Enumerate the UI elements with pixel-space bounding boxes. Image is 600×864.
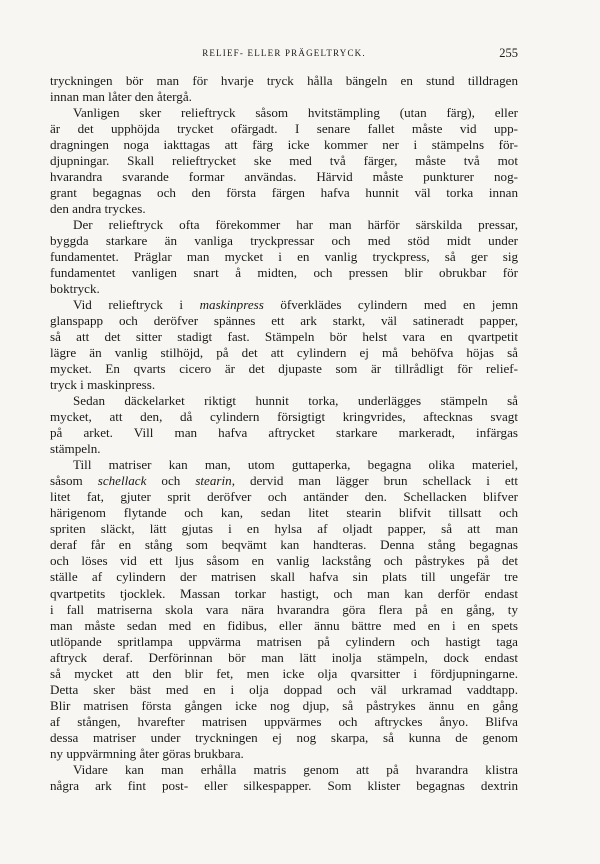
text-line bbox=[50, 297, 518, 313]
text-line: dragningen noga iakttagas att färg icke kommer ner i stämpelns för- bbox=[50, 137, 518, 153]
text-line: Blir matrisen första gången icke nog djup, så påstrykes ännu en gång bbox=[50, 697, 518, 713]
text-line: djupningar. Skall relieftrycket ske med två färger, måste två mot bbox=[50, 153, 518, 169]
text-line: Vidare kan man erhålla matris genom att på hvarandra klistra bbox=[73, 761, 518, 777]
text-line: utlöpande spritlampa uppvärma matrisen på cylindern och hastigt taga bbox=[50, 633, 518, 649]
text-line: lägre än vanlig stilhöjd, på det att cylindern ej må behöfva höjas så bbox=[50, 345, 518, 361]
text-line: grant begagnas och den första färgen hafva hunnit väl torka innan bbox=[50, 185, 518, 201]
text-line: är det upphöjda trycket ofärgadt. I senare fallet måste vid upp- bbox=[50, 121, 518, 137]
text-line: mycket. En qvarts cicero är det djupaste som är tillrådligt för relief- bbox=[50, 361, 518, 377]
text-line: Detta sker bäst med en i olja doppad och väl urkramad vaddtapp. bbox=[50, 681, 518, 697]
text-segment: , dervid man lägger brun schellack i ett bbox=[231, 473, 518, 489]
page-number: 255 bbox=[499, 46, 518, 60]
text-line: så att det sitter stadigt fast. Stämpeln bör helst vara en qvartpetit bbox=[50, 329, 518, 345]
text-line: innan man låter den återgå. bbox=[50, 89, 192, 105]
text-line: man måste sedan med en fidibus, eller ännu bättre med en i en spets bbox=[50, 617, 518, 633]
text-line: och löses vid ett ljus såsom en vanlig lackstång och påstrykes på det bbox=[50, 553, 518, 569]
text-line: så mycket att den blir fet, men icke olja qvarsitter i fördjupningarne. bbox=[50, 665, 518, 681]
text-line: i fall matriserna skola vara nära hvarandra göra flera på en gång, ty bbox=[50, 601, 518, 617]
text-line: glanspapp och deröfver spännes ett ark starkt, väl satineradt papper, bbox=[50, 313, 518, 329]
italic-term: stearin bbox=[195, 473, 232, 489]
text-segment: såsom bbox=[50, 473, 98, 489]
text-line: fundamentet. Präglar man mycket i en vanlig tryckpress, så ger sig bbox=[50, 249, 518, 265]
text-line: på arket. Vill man hafva aftrycket starkare markeradt, infärgas bbox=[50, 425, 518, 441]
text-line: dessa matriser under tryckningen ej nog skarpa, så kunna de genom bbox=[50, 729, 518, 745]
text-line: ställe af cylindern der matrisen skall hafva sin plats till ungefär tre bbox=[50, 569, 518, 585]
italic-term: maskinpress bbox=[199, 297, 264, 313]
text-line: byggda starkare än vanliga tryckpressar och med stöd midt under bbox=[50, 233, 518, 249]
body-text bbox=[50, 73, 518, 794]
text-line: spriten släckt, lätt gjutas i en hylsa af oljadt papper, så att man bbox=[50, 521, 518, 537]
text-line: deraf får en stång som beqvämt kan handteras. Denna stång begagnas bbox=[50, 537, 518, 553]
text-segment: Vid relieftryck i bbox=[73, 297, 200, 313]
text-line: tryckningen bör man för hvarje tryck hålla bängeln en stund tilldragen bbox=[50, 73, 518, 88]
text-line: tryck i maskinpress. bbox=[50, 377, 156, 393]
text-line: Till matriser kan man, utom guttaperka, begagna olika materiel, bbox=[73, 457, 518, 473]
text-segment: och bbox=[146, 473, 196, 489]
text-line: qvartpetits tjocklek. Massan torkar hastigt, och man kan derför endast bbox=[50, 585, 518, 601]
text-line: Sedan däckelarket riktigt hunnit torka, underlägges stämpeln så bbox=[73, 393, 518, 409]
text-line: hvarandra svarande formar användas. Härvid måste punkturer nog- bbox=[50, 169, 518, 185]
text-line: boktryck. bbox=[50, 281, 100, 297]
italic-term: schellack bbox=[97, 473, 147, 489]
text-line: Vanligen sker relieftryck såsom hvitstämpling (utan färg), eller bbox=[73, 105, 518, 121]
text-line: Der relieftryck ofta förekommer har man härför särskilda pressar, bbox=[73, 217, 518, 233]
text-line: aftryck deraf. Derförinnan bör man lätt inolja stämpeln, dock endast bbox=[50, 649, 518, 665]
text-line bbox=[50, 473, 518, 489]
text-line: den andra tryckes. bbox=[50, 201, 146, 217]
running-head: RELIEF- ELLER PRÄGELTRYCK. bbox=[202, 48, 366, 58]
text-line: några ark fint post- eller silkespapper. Som klister begagnas dextrin bbox=[50, 777, 518, 793]
text-line: härigenom flytande och kan, sedan litet stearin blifvit tillsatt och bbox=[50, 505, 518, 521]
text-line: litet fat, gjuter sprit deröfver och antänder den. Schellacken blifver bbox=[50, 489, 518, 505]
page-header bbox=[50, 46, 518, 62]
text-segment: öfverklädes cylindern med en jemn bbox=[263, 297, 518, 313]
text-line: fundamentet vanligen snart å midten, och pressen blir obrukbar för bbox=[50, 265, 518, 281]
text-line: mycket, att den, då cylindern försigtigt kringvrides, aftecknas svagt bbox=[50, 409, 518, 425]
text-line: stämpeln. bbox=[50, 441, 101, 457]
text-line: ny uppvärmning åter göras brukbara. bbox=[50, 745, 244, 761]
text-line: af stången, hvarefter matrisen uppvärmes och aftryckes ånyo. Blifva bbox=[50, 713, 518, 729]
book-page bbox=[50, 46, 518, 794]
